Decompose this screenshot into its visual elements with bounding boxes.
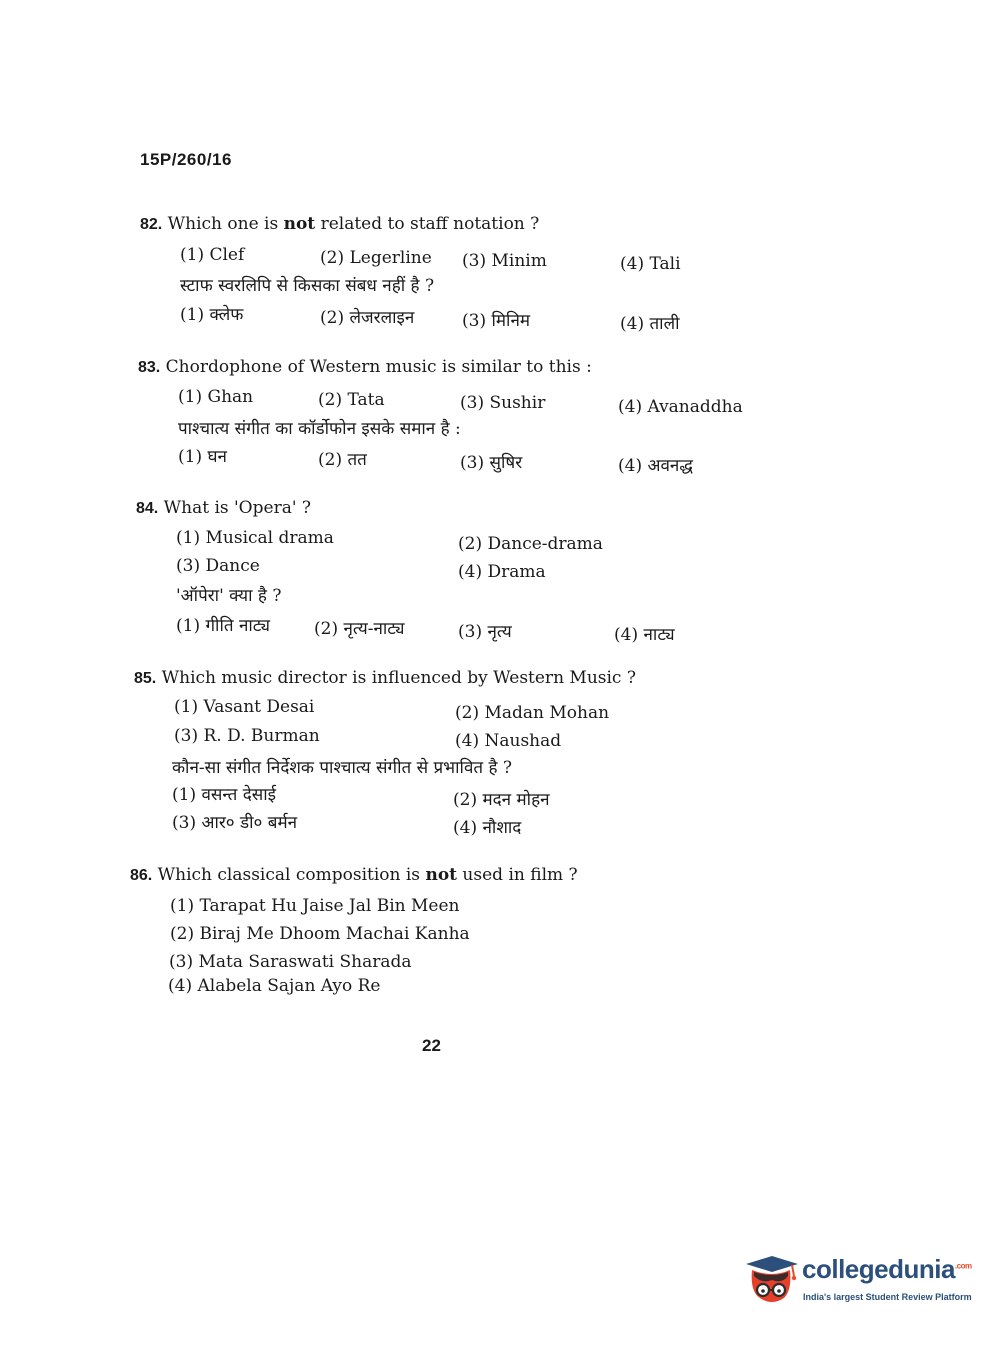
option-hi: (3) नृत्य [458,622,512,642]
question-text-en: Chordophone of Western music is similar to this : [165,357,592,377]
option-en: (4) Naushad [455,731,562,751]
student-mascot-icon [742,1250,800,1308]
option-en: (2) Biraj Me Dhoom Machai Kanha [170,924,470,944]
option-hi: (4) अवनद्ध [618,456,693,476]
question-text-hi: कौन-सा संगीत निर्देशक पाश्चात्य संगीत से प्रभावित है ? [172,758,513,778]
question-number: 83. [138,359,161,376]
option-en: (3) Minim [462,251,547,271]
option-en: (3) Sushir [460,393,546,413]
option-en: (4) Alabela Sajan Ayo Re [168,976,381,996]
option-en: (2) Dance-drama [458,534,603,554]
logo-wordmark: collegedunia [802,1254,955,1284]
option-en: (1) Tarapat Hu Jaise Jal Bin Meen [170,896,460,916]
logo-tagline: India's largest Student Review Platform [803,1292,972,1302]
question-text-en-start: Which classical composition is [157,865,426,885]
option-en: (2) Legerline [320,248,432,268]
question-number: 86. [130,867,153,884]
option-hi: (1) वसन्त देसाई [172,785,277,805]
question-text-en-start: Which one is [167,214,284,234]
option-en: (3) Dance [176,556,260,576]
question-text-hi: 'ऑपेरा' क्या है ? [176,586,282,606]
option-en: (1) Vasant Desai [174,697,315,717]
question-text-hi: पाश्चात्य संगीत का कॉर्डोफोन इसके समान है : [178,419,461,439]
question-text-en-end: used in film ? [457,865,578,885]
option-hi: (1) क्लेफ [180,305,244,325]
option-en: (3) Mata Saraswati Sharada [169,952,412,972]
option-en: (3) R. D. Burman [174,726,320,746]
option-en: (4) Tali [620,254,681,274]
option-hi: (2) तत [318,450,367,470]
option-en: (4) Drama [458,562,546,582]
option-hi: (4) नाट्य [614,625,675,645]
page-number: 22 [422,1036,441,1055]
question-text-hi: स्टाफ स्वरलिपि से किसका संबध नहीं है ? [180,276,435,296]
option-en: (1) Clef [180,245,245,265]
logo-domain-suffix: .com [954,1261,972,1271]
option-hi: (3) सुषिर [460,453,523,473]
option-hi: (4) ताली [620,314,680,334]
option-hi: (1) घन [178,447,227,467]
option-en: (2) Madan Mohan [455,703,610,723]
question-number: 84. [136,500,159,517]
option-en: (1) Ghan [178,387,254,407]
question-number: 85. [134,670,157,687]
collegedunia-logo [742,1250,972,1310]
option-hi: (4) नौशाद [453,818,522,838]
option-en: (2) Tata [318,390,385,410]
paper-code: 15P/260/16 [140,150,232,169]
question-text-en: What is 'Opera' ? [163,498,312,518]
question-text-en-end: related to staff notation ? [315,214,540,234]
option-en: (4) Avanaddha [618,397,743,417]
question-text-emphasis: not [283,214,316,234]
option-hi: (2) मदन मोहन [453,790,550,810]
question-text-en: Which music director is influenced by Western Music ? [161,668,636,688]
option-hi: (2) नृत्य-नाट्य [314,619,405,639]
question-text-emphasis: not [425,865,458,885]
option-en: (1) Musical drama [176,528,334,548]
option-hi: (1) गीति नाट्य [176,616,271,636]
option-hi: (3) आर० डी० बर्मन [172,813,298,833]
option-hi: (2) लेजरलाइन [320,308,415,328]
question-number: 82. [140,216,163,233]
option-hi: (3) मिनिम [462,311,531,331]
